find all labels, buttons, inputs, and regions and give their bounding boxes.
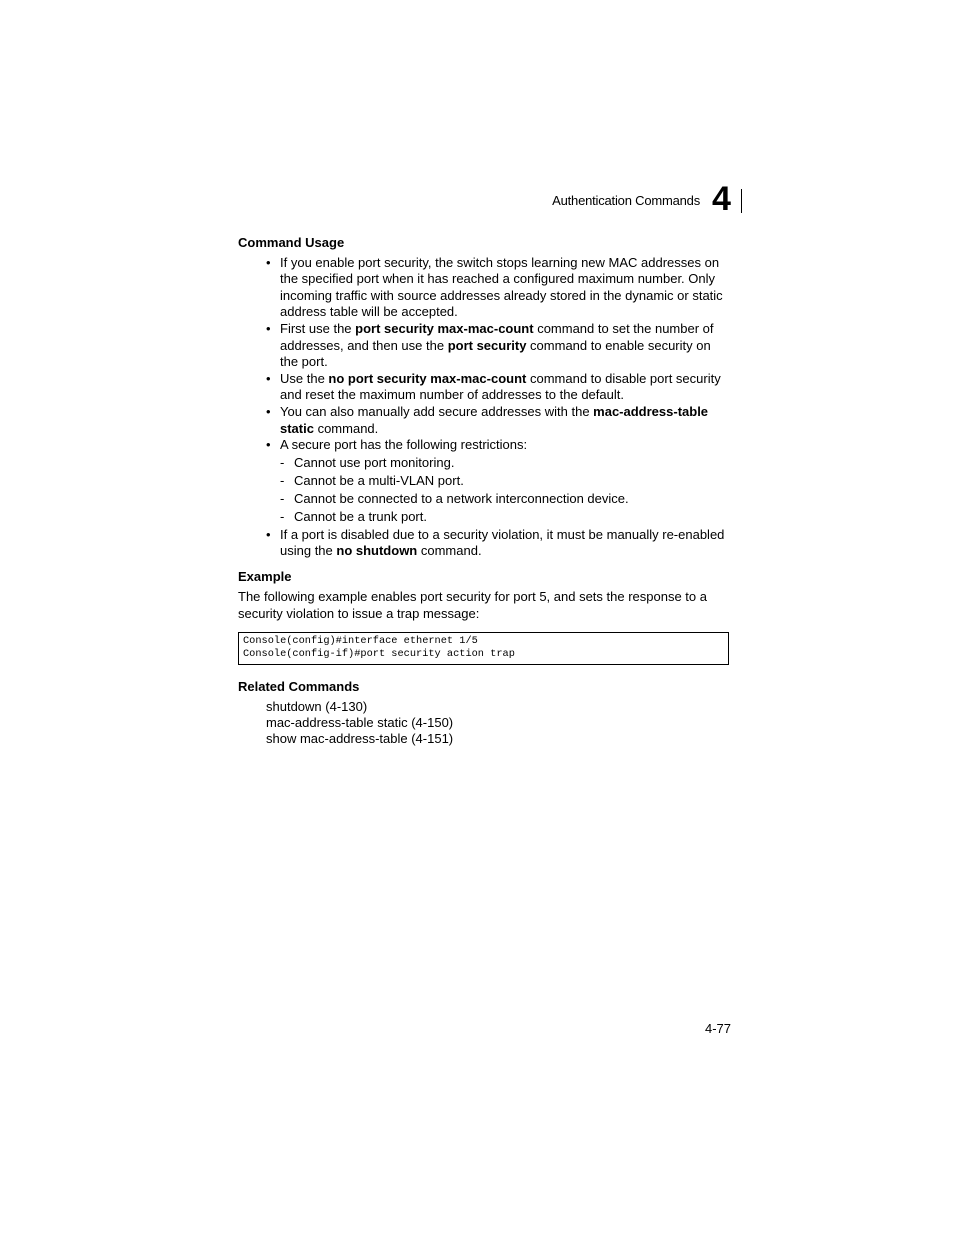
usage-bullet-item (266, 255, 730, 321)
example-text: The following example enables port security for port 5, and sets the response to a security violation to issue a trap message: (238, 589, 707, 621)
bullet-text: First use the (280, 321, 356, 337)
usage-bullet-item (266, 527, 730, 560)
bullet-mark: • (266, 437, 271, 453)
bullet-mark: • (266, 321, 271, 337)
bullet-mark: • (266, 370, 271, 386)
command-keyword: no port security max-mac-count (328, 370, 527, 386)
bullet-mark: • (266, 255, 271, 270)
chapter-rule (741, 189, 742, 213)
dash-mark: - (280, 472, 285, 488)
related-command-item: shutdown (4-130) (266, 699, 368, 714)
running-head: Authentication Commands (552, 193, 700, 208)
dash-mark: - (280, 490, 285, 506)
restriction-item (280, 455, 730, 471)
bullet-text: Use the (280, 370, 329, 386)
related-commands-heading: Related Commands (238, 679, 360, 694)
bullet-text: A secure port has the following restrictions: (280, 437, 528, 453)
code-line: Console(config)#interface ethernet 1/5 (243, 635, 478, 647)
bullet-text: command. (313, 420, 379, 436)
related-command-item: mac-address-table static (4-150) (266, 715, 454, 731)
restriction-text: Cannot be a trunk port. (294, 508, 427, 524)
bullet-text: command to set the number of addresses, and then use the (280, 321, 714, 353)
command-keyword: port security max-mac-count (355, 321, 534, 337)
restriction-text: Cannot be connected to a network interconnection device. (294, 490, 629, 506)
bullet-text: command to enable security on the port. (280, 337, 711, 369)
usage-bullet-item (266, 437, 730, 525)
bullet-text: If a port is disabled due to a security violation, it must be manually re-enabled using the (280, 526, 725, 559)
restriction-item (280, 491, 730, 507)
related-commands-list (238, 699, 730, 748)
restriction-item (280, 473, 730, 489)
usage-bullet-item (266, 371, 730, 404)
page-number: 4-77 (705, 1021, 732, 1036)
restriction-text: Cannot be a multi-VLAN port. (294, 472, 464, 488)
command-usage-list (238, 255, 730, 560)
bullet-text: command to disable port security and reset the maximum number of addresses to the default. (280, 370, 721, 403)
command-keyword: mac-address-table static (280, 404, 709, 436)
bullet-mark: • (266, 526, 271, 542)
command-usage-heading: Command Usage (238, 235, 345, 250)
usage-bullet-item (266, 321, 730, 370)
bullet-text: command. (417, 543, 482, 559)
bullet-text: If you enable port security, the switch stops learning new MAC addresses on the specified port when it has reached a configured maximum number. Only incoming traffic with source addresses already stored in the dynamic or static address table will be accepted. (280, 255, 723, 320)
bullet-text: You can also manually add secure addresses with the (280, 404, 594, 420)
bullet-mark: • (266, 404, 271, 420)
dash-mark: - (280, 454, 285, 470)
restriction-list (280, 455, 730, 525)
chapter-number: 4 (712, 180, 731, 218)
related-command-item: show mac-address-table (4-151) (266, 731, 454, 747)
page-content (238, 235, 730, 748)
command-keyword: no shutdown (336, 543, 418, 559)
example-heading: Example (238, 569, 292, 585)
code-block (238, 632, 729, 665)
code-line: Console(config-if)#port security action trap (243, 648, 515, 660)
usage-bullet-item (266, 404, 730, 437)
restriction-item (280, 509, 730, 525)
command-keyword: port security (447, 337, 527, 353)
dash-mark: - (280, 508, 285, 524)
restriction-text: Cannot use port monitoring. (294, 454, 455, 470)
